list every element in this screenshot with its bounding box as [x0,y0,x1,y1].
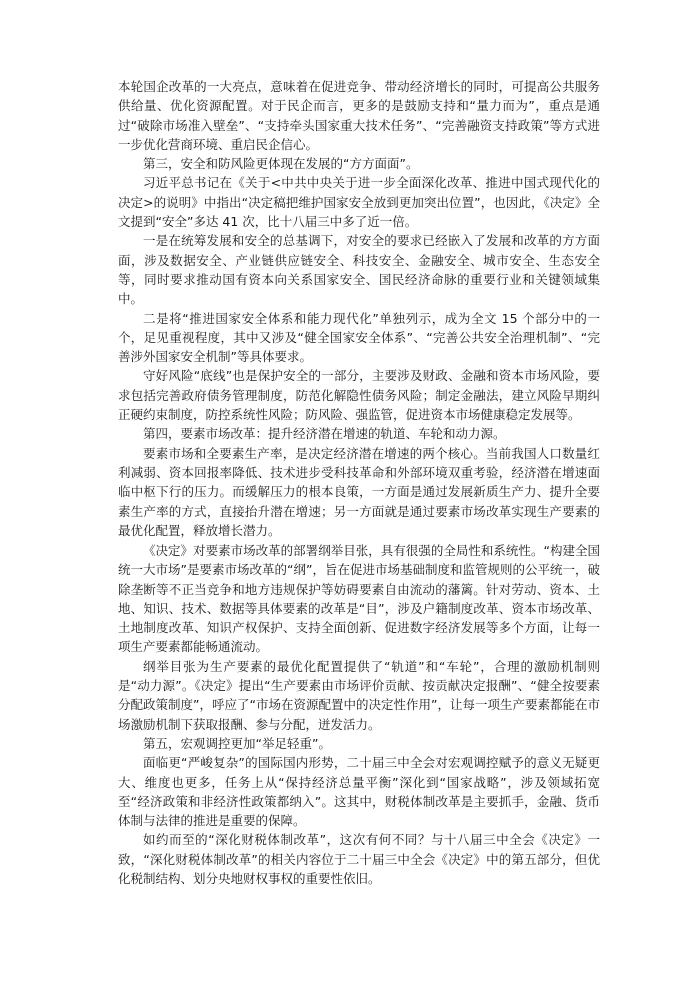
paragraph: 纲举目张为生产要素的最优化配置提供了“轨道”和“车轮”，合理的激励机制则是“动力源”。《决定》提出“生产要素由市场评价贡献、按贡献决定报酬”、“健全按要素分配政策制度”，呼应了“市场在资源配置中的决定性作用”，让每一项生产要素都能在市场激励机制下获取报酬、参与分配，迸发活力。 [118,658,600,732]
paragraph: 习近平总书记在《关于<中共中央关于进一步全面深化改革、推进中国式现代化的决定>的说明》中指出“决定稿把维护国家安全放到更加突出位置”，也因此，《决定》全文提到“安全”多达 41 次，比十八届三中多了近一倍。 [118,175,600,230]
paragraph: 一是在统筹发展和安全的总基调下，对安全的要求已经嵌入了发展和改革的方方面面，涉及数据安全、产业链供应链安全、科技安全、金融安全、城市安全、生态安全等，同时要求推动国有资本向关系国家安全、国民经济命脉的重要行业和关键领域集中。 [118,233,600,307]
paragraph: 守好风险“底线”也是保护安全的一部分，主要涉及财政、金融和资本市场风险，要求包括完善政府债务管理制度，防范化解隐性债务风险；制定金融法，建立风险早期纠正硬约束制度，防控系统性风险；防风险、强监管，促进资本市场健康稳定发展等。 [118,368,600,423]
paragraph: 《决定》对要素市场改革的部署纲举目张，具有很强的全局性和系统性。“构建全国统一大市场”是要素市场改革的“纲”，旨在促进市场基础制度和监管规则的公平统一，破除垄断等不正当竞争和地方违规保护等妨碍要素自由流动的藩篱。针对劳动、资本、土地、知识、技术、数据等具体要素的改革是“目”，涉及户籍制度改革、资本市场改革、土地制度改革、知识产权保护、支持全面创新、促进数字经济发展等多个方面，让每一项生产要素都能畅通流动。 [118,543,600,655]
text-block-lower [118,541,600,888]
paragraph: 如约而至的“深化财税体制改革”，这次有何不同？与十八届三中全会《决定》一致，“深化财税体制改革”的相关内容位于二十届三中全会《决定》中的第五部分，但优化税制结构、划分央地财权事权的重要性依旧。 [118,832,600,887]
section-heading: 第四，要素市场改革：提升经济潜在增速的轨道、车轮和动力源。 [143,426,506,442]
paragraph: 要素市场和全要素生产率，是决定经济潜在增速的两个核心。当前我国人口数量红利减弱、资本回报率降低、技术进步受科技革命和外部环境双重考验，经济潜在增速面临中枢下行的压力。而缓解压力的根本良策，一方面是通过发展新质生产力、提升全要素生产率的方式，直接抬升潜在增速；另一方面就是通过要素市场改革实现生产要素的最优化配置，释放增长潜力。 [118,445,600,538]
section-heading: 第三，安全和防风险更体现在发展的“方方面面”。 [143,156,419,172]
paragraph: 面临更“严峻复杂”的国际国内形势，二十届三中全会对宏观调控赋予的意义无疑更大、维度也更多，任务上从“保持经济总量平衡”深化到“国家战略”，涉及领域拓宽至“经济政策和非经济性政策都纳入”。这其中，财税体制改革是主要抓手，金融、货币体制与法律的推进是重要的保障。 [118,755,600,829]
paragraph: 本轮国企改革的一大亮点，意味着在促进竞争、带动经济增长的同时，可提高公共服务供给量、优化资源配置。对于民企而言，更多的是鼓励支持和“量力而为”，重点是通过“破除市场准入壁垒”、“支持牵头国家重大技术任务”、“完善融资支持政策”等方式进一步优化营商环境、重启民企信心。 [118,79,600,152]
text-block-upper [118,77,600,540]
paragraph: 二是将“推进国家安全体系和能力现代化”单独列示，成为全文 15 个部分中的一个，足见重视程度，其中又涉及“健全国家安全体系”、“完善公共安全治理机制”、“完善涉外国家安全机制”等具体要求。 [118,310,600,365]
section-heading: 第五，宏观调控更加“举足轻重”。 [143,735,331,751]
